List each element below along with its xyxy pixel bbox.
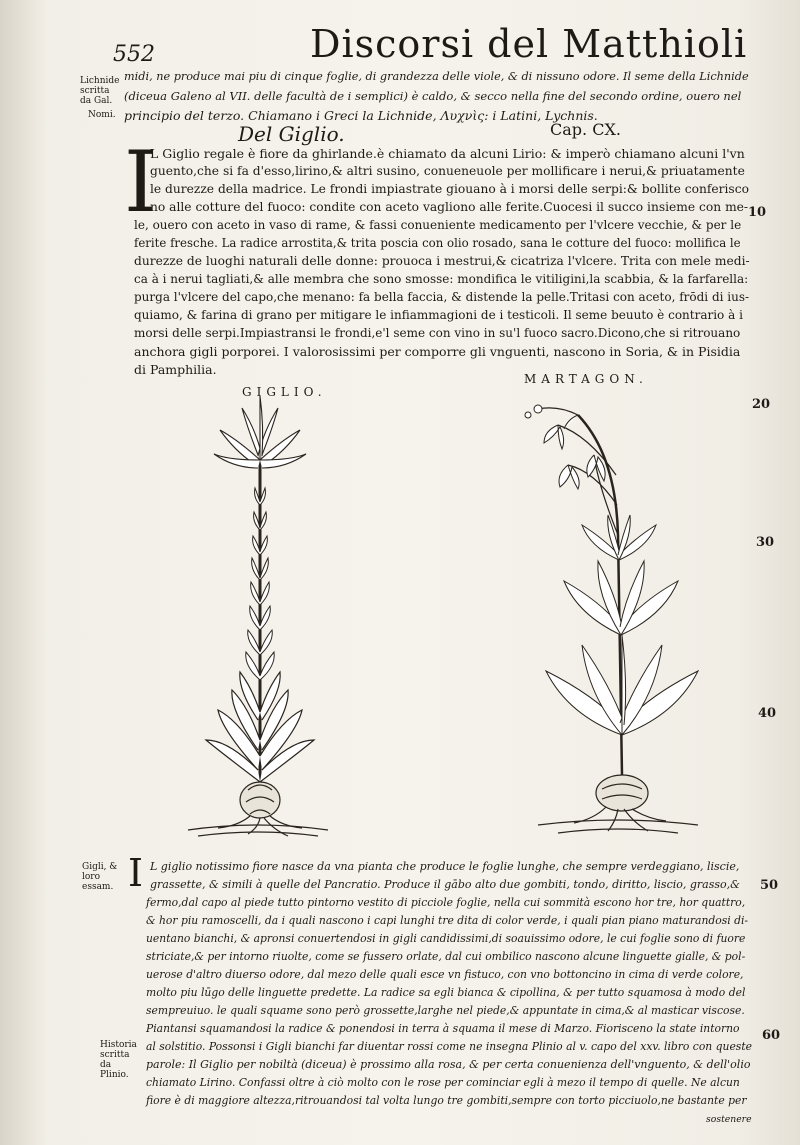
body-line-4: no alle cotture del fuoco: condite con aceto vagliono alle ferite.Cuocesi il succo insieme con me- [150,200,749,214]
line-number: 50 [760,878,779,893]
caption-giglio: GIGLIO. [242,385,327,399]
commentary-line-11: al solstitio. Possonsi i Gigli bianchi far diuentar rossi come ne insegna Plinio al v. capo del xxv. libro con queste [146,1040,753,1053]
body-line-10: quiamo, & farina di grano per mitigare le infiammagioni de i testicoli. Il seme beuuto è contrario à i [134,308,743,322]
commentary-line-13: chiamato Lirino. Confassi oltre à ciò molto con le rose per cominciar egli à mezo il tempo di quelle. Ne alcun [146,1076,740,1089]
commentary-line-9: sempreuiuo. le quali squame sono però grossette,larghe nel piede,& appuntate in cima,& al masticar viscose. [146,1004,745,1017]
top-line-2: (diceua Galeno al VII. delle facultà de i semplici) è caldo, & secco nella fine del secondo ordine, ouero nel [124,89,742,103]
chapter-number: Cap. CX. [550,120,621,139]
commentary-line-8: molto piu lūgo delle linguette predette. La radice sa egli bianca & cipollina, & per tutto squamosa à modo del [146,986,746,999]
body-line-7: durezze de luoghi naturali delle donne: prouoca i mestrui,& cicatriza l'vlcere. Trita con mele medi- [134,254,750,268]
commentary-line-4: & hor piu ramoscelli, da i quali nascono i capi lunghi tre dita di color verde, i quali pian piano maturandosi di- [146,914,749,927]
body-line-1: L Giglio regale è fiore da ghirlande.è chiamato da alcuni Lirio: & imperò chiamano alcuni l'vn [150,146,745,161]
body-line-5: le, ouero con aceto in vaso di rame, & fassi conueniente medicamento per l'vlcere vecchie, & per le [134,218,742,232]
line-number: 30 [756,535,775,550]
body-line-13: di Pamphilia. [134,362,217,377]
catchword: sostenere [706,1114,752,1125]
line-number: 40 [758,706,777,721]
line-number: 60 [762,1028,781,1043]
body-line-2: guento,che si fa d'esso,lirino,& altri susino, conueneuole per mollificare i nerui,& priuatamente [150,164,745,178]
commentary-drop-cap: I [128,851,144,895]
running-title: Discorsi del Matthioli [310,22,748,66]
body-line-8: ca à i nerui tagliati,& alle membra che sono smosse: mondifica le vitiligini,la scabbia, & la farfarella: [134,272,749,286]
commentary-line-6: striciate,& per intorno riuolte, come se fussero orlate, dal cui ombilico nascono alcune linguette gialle, & pol- [146,950,746,963]
margin-note-lichnide: Lichnide scritta da Gal. [80,76,120,106]
top-line-3: principio del terzo. Chiamano i Greci la Lichnide, Λυχνὶς: i Latini, Lychnis. [124,108,598,123]
drop-cap: I [124,133,158,231]
margin-note-gigli: Gigli, & loro essam. [82,862,118,892]
commentary-line-7: uerose d'altro diuerso odore, dal mezo delle quali esce vn fistuco, con vno bottoncino in cima di verde colore, [146,968,744,981]
margin-note-historia: Historia scritta da Plinio. [100,1040,137,1080]
line-number: 10 [748,205,767,220]
giglio-illustration [178,390,338,845]
body-line-9: purga l'vlcere del capo,che menano: fa bella faccia, & distende la pelle.Tritasi con aceto, frōdi di ius- [134,290,750,304]
commentary-line-10: Piantansi squamandosi la radice & ponendosi in terra à squama il mese di Marzo. Fiorisceno la state intorno [146,1022,740,1035]
body-line-3: le durezze della madrice. Le frondi impiastrate giouano à i morsi delle serpi:& bollite conferisco [150,182,749,196]
top-line-1: midi, ne produce mai piu di cinque foglie, di grandezza delle viole, & di nissuno odore. Il seme della Lichnide [124,70,749,83]
caption-martagon: MARTAGON. [524,372,648,386]
body-line-6: ferite fresche. La radice arrostita,& trita poscia con olio rosado, sana le cotture del fuoco: mollifica le [134,236,741,250]
commentary-line-14: fiore è di maggiore altezza,ritrouandosi tal volta lungo tre gombiti,sempre con torto picciuolo,ne bastante per [146,1094,747,1107]
line-number: 20 [752,397,771,412]
commentary-line-12: parole: Il Giglio per nobiltà (diceua) è prossimo alla rosa, & per certa conuenienza dell'vnguento, & dell'olio [146,1058,751,1071]
commentary-line-3: fermo,dal capo al piede tutto pintorno vestito di picciole foglie, nella cui sommità escono hor tre, hor quattro, [146,896,746,909]
page-number: 552 [113,42,155,67]
commentary-line-2: grassette, & simili à quelle del Pancratio. Produce il gābo alto due gombiti, tondo, diritto, liscio, grasso,& [150,878,740,891]
commentary-line-5: uentano bianchi, & apronsi conuertendosi in gigli candidissimi,di soauissimo odore, le cui foglie sono di fuore [146,932,746,945]
body-line-12: anchora gigli porporei. I valorosissimi per comporre gli vnguenti, nascono in Soria, & in Pisidia [134,344,741,359]
chapter-title: Del Giglio. [238,122,345,146]
body-line-11: morsi delle serpi.Impiastransi le frondi,e'l seme con vino in su'l fuoco sacro.Dicono,che si ritrouano [134,326,741,340]
margin-note-nomi: Nomi. [88,110,116,120]
martagon-illustration [498,395,718,840]
commentary-line-1: L giglio notissimo fiore nasce da vna pianta che produce le foglie lunghe, che sempre verdeggiano, liscie, [150,860,740,873]
